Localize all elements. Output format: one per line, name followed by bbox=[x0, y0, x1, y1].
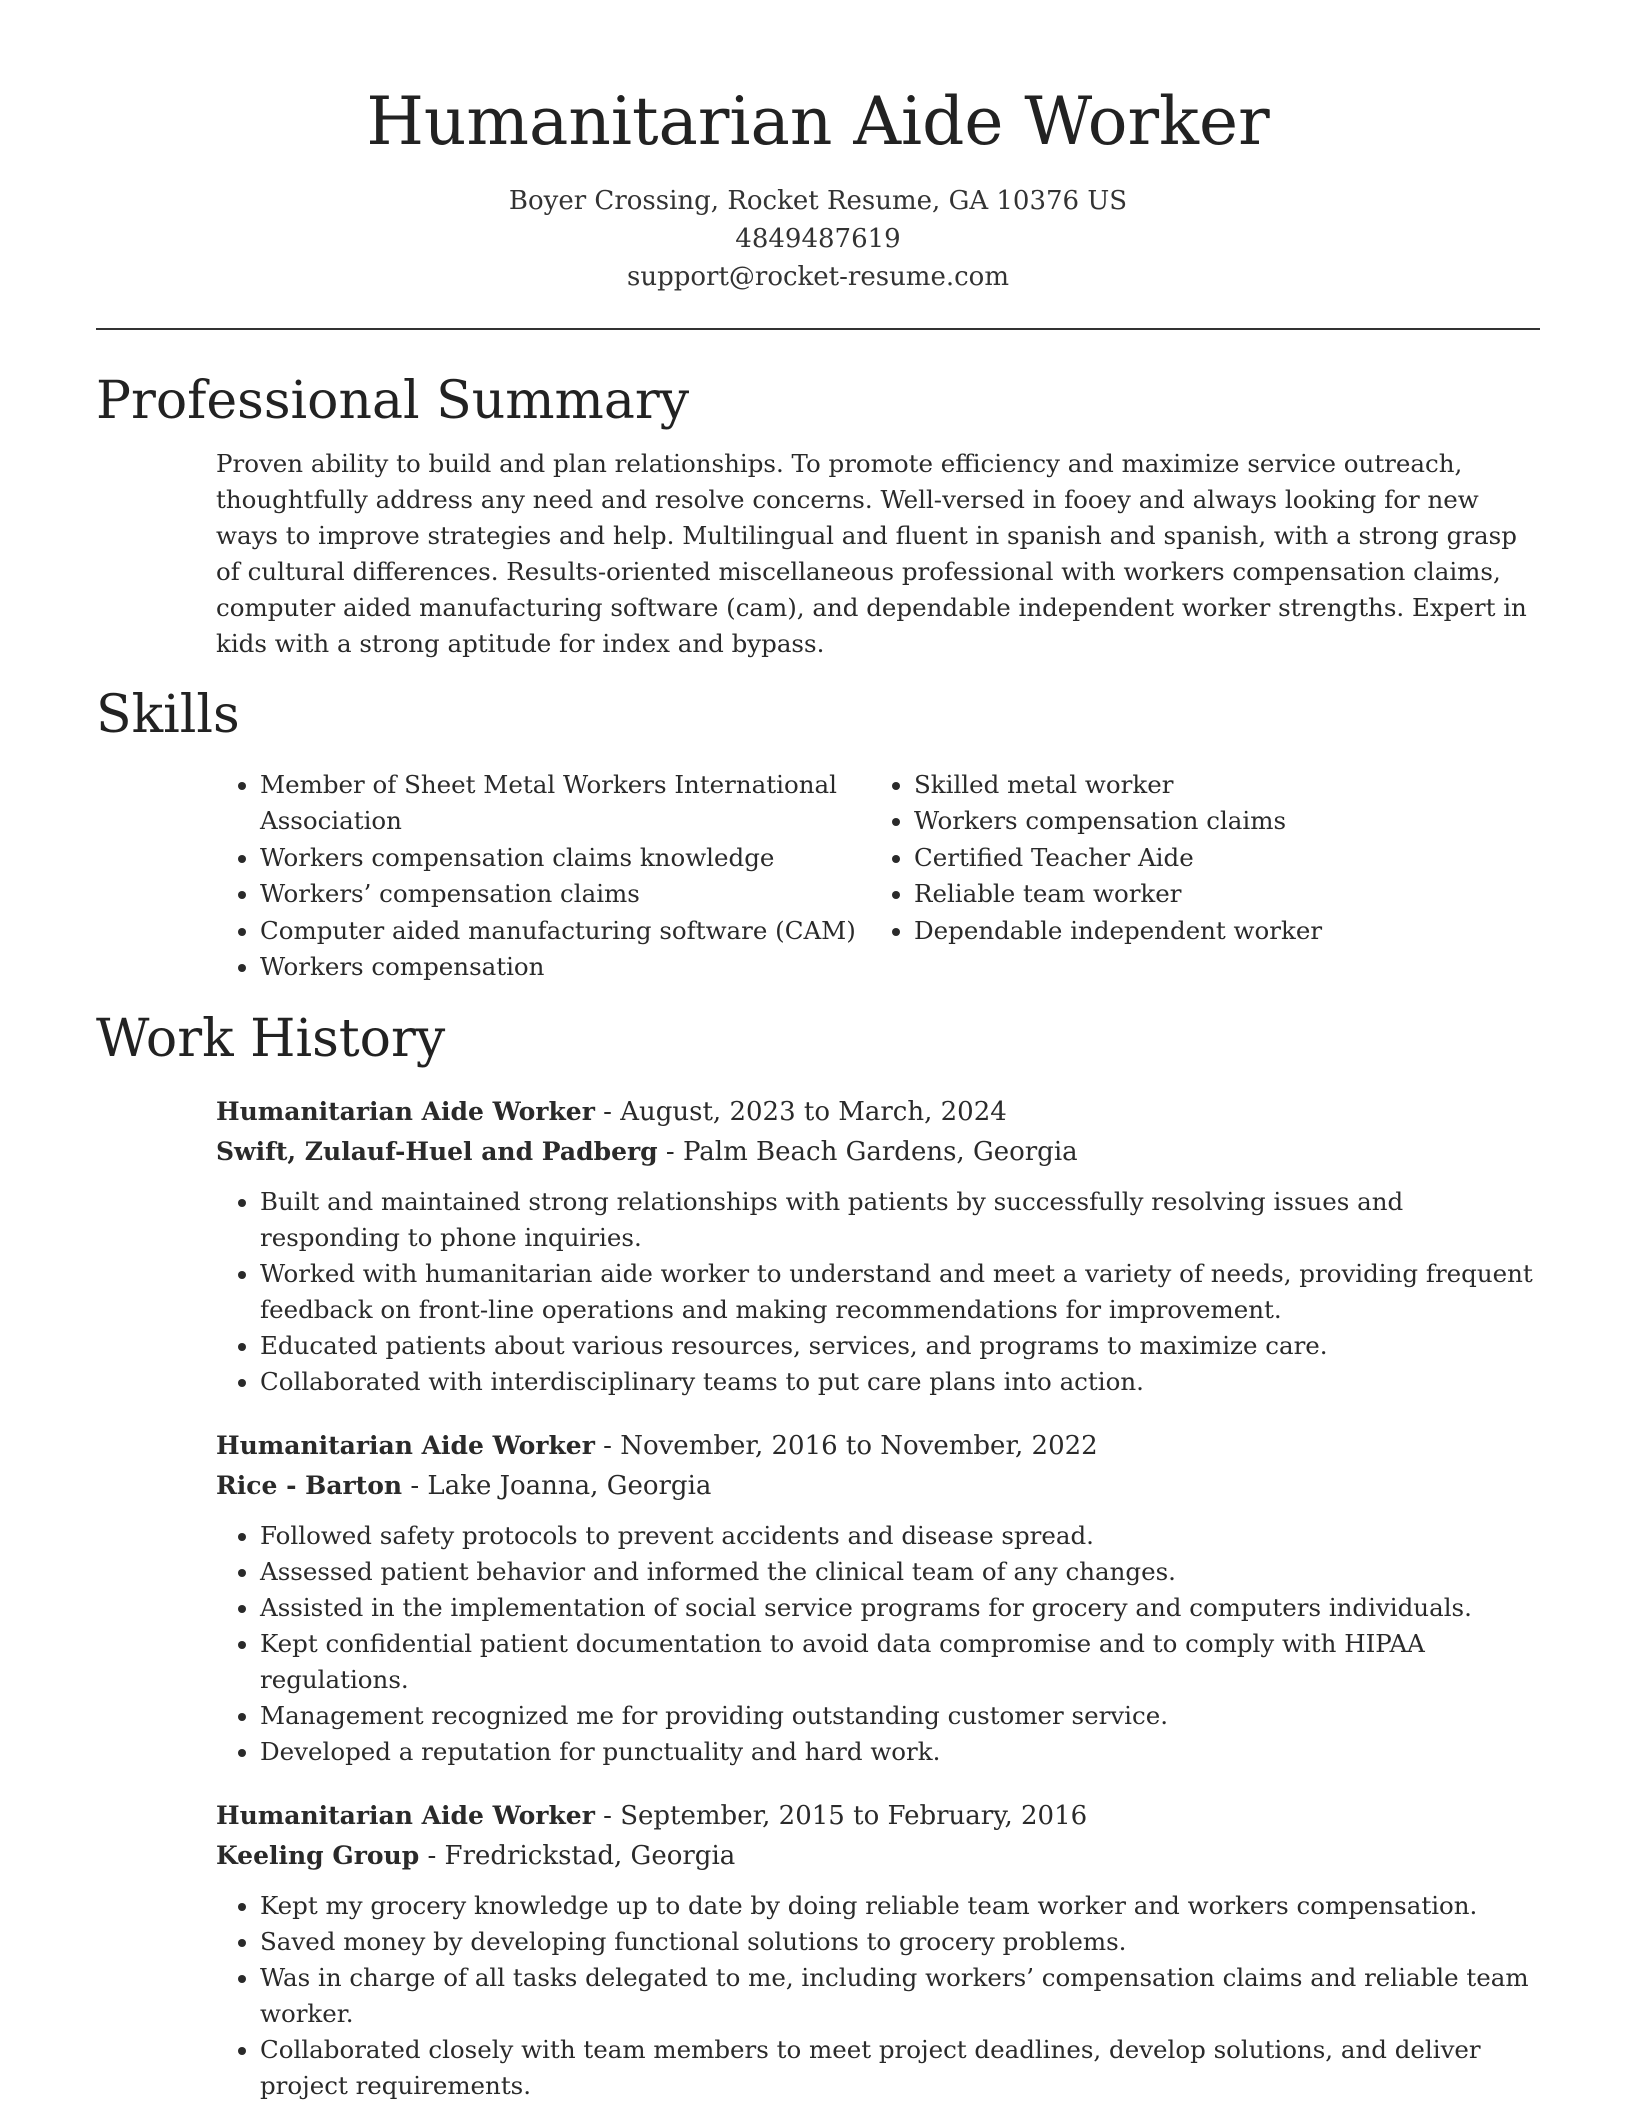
skill-item: • Reliable team worker bbox=[914, 876, 1514, 913]
job-bullet: • Built and maintained strong relationships with patients by successfully resolving issues and responding to phone inquiries. bbox=[260, 1184, 1540, 1256]
job-bullet: • Was in charge of all tasks delegated to me, including workers’ compensation claims and reliable team worker. bbox=[260, 1960, 1540, 2032]
skills-heading: Skills bbox=[96, 685, 240, 746]
job-bullets bbox=[216, 1518, 1540, 1770]
job-company-line: Rice - Barton - Lake Joanna, Georgia bbox=[216, 1471, 712, 1502]
job-dates: November, 2016 to November, 2022 bbox=[620, 1431, 1098, 1462]
skill-item: • Certified Teacher Aide bbox=[914, 840, 1514, 877]
job-bullet: • Assisted in the implementation of social service programs for grocery and computers individuals. bbox=[260, 1590, 1540, 1626]
contact-address: Boyer Crossing, Rocket Resume, GA 10376 US bbox=[508, 185, 1128, 216]
job-company-line: Swift, Zulauf-Huel and Padberg - Palm Beach Gardens, Georgia bbox=[216, 1137, 1078, 1168]
skill-item: • Workers compensation bbox=[260, 949, 870, 986]
job-bullet: • Kept confidential patient documentation to avoid data compromise and to comply with HIPAA regulations. bbox=[260, 1626, 1540, 1698]
job-bullet: • Saved money by developing functional solutions to grocery problems. bbox=[260, 1924, 1540, 1960]
job-company: Keeling Group bbox=[216, 1841, 420, 1871]
job-dates: September, 2015 to February, 2016 bbox=[620, 1801, 1088, 1832]
job-company: Rice - Barton bbox=[216, 1471, 403, 1501]
skill-item: • Computer aided manufacturing software (CAM) bbox=[260, 913, 870, 950]
skill-item: • Workers compensation claims knowledge bbox=[260, 840, 870, 877]
contact-block bbox=[96, 182, 1540, 296]
job-title-line: Humanitarian Aide Worker - September, 2015 to February, 2016 bbox=[216, 1801, 1088, 1832]
job-dates: August, 2023 to March, 2024 bbox=[620, 1097, 1007, 1128]
skill-item: • Skilled metal worker bbox=[914, 767, 1514, 804]
job-entry bbox=[216, 1426, 1540, 1770]
job-title-line: Humanitarian Aide Worker - November, 2016 to November, 2022 bbox=[216, 1431, 1098, 1462]
job-bullet: • Management recognized me for providing outstanding customer service. bbox=[260, 1698, 1540, 1734]
job-bullet: • Worked with humanitarian aide worker to understand and meet a variety of needs, providing frequent feedback on front-line operations and making recommendations for improvement. bbox=[260, 1256, 1540, 1328]
skill-item: • Member of Sheet Metal Workers International Association bbox=[260, 767, 870, 840]
job-bullet: • Collaborated with interdisciplinary teams to put care plans into action. bbox=[260, 1364, 1540, 1400]
job-bullet: • Assessed patient behavior and informed the clinical team of any changes. bbox=[260, 1554, 1540, 1590]
job-bullets bbox=[216, 1184, 1540, 1400]
skill-item: • Dependable independent worker bbox=[914, 913, 1514, 950]
skill-item: • Workers’ compensation claims bbox=[260, 876, 870, 913]
job-title: Humanitarian Aide Worker bbox=[216, 1097, 595, 1127]
job-location: Palm Beach Gardens, Georgia bbox=[682, 1137, 1078, 1168]
job-bullet: • Collaborated closely with team members to meet project deadlines, develop solutions, and deliver project requirements. bbox=[260, 2032, 1540, 2104]
resume-header bbox=[96, 0, 1540, 296]
job-title-line: Humanitarian Aide Worker - August, 2023 to March, 2024 bbox=[216, 1097, 1007, 1128]
summary-text: Proven ability to build and plan relationships. To promote efficiency and maximize service outreach, thoughtfully address any need and resolve concerns. Well-versed in fooey and always looking for new ways to improve strategies and help. Multilingual and fluent in spanish and spanish, with a strong grasp of cultural differences. Results-oriented miscellaneous professional with workers compensation claims, computer aided manufacturing software (cam), and dependable independent worker strengths. Expert in kids with a strong aptitude for index and bypass. bbox=[216, 449, 1527, 659]
work-history-heading: Work History bbox=[96, 1008, 446, 1069]
job-location: Fredrickstad, Georgia bbox=[444, 1841, 736, 1872]
job-company: Swift, Zulauf-Huel and Padberg bbox=[216, 1137, 658, 1167]
job-entry bbox=[216, 1796, 1540, 2104]
skills-column-1 bbox=[216, 767, 870, 986]
summary-heading: Professional Summary bbox=[96, 370, 690, 431]
skills-column-2 bbox=[870, 767, 1514, 986]
resume-page bbox=[96, 0, 1540, 2104]
job-entry bbox=[216, 1092, 1540, 1400]
job-title: Humanitarian Aide Worker bbox=[216, 1431, 595, 1461]
job-title: Humanitarian Aide Worker bbox=[216, 1801, 595, 1831]
job-bullet: • Kept my grocery knowledge up to date by doing reliable team worker and workers compensation. bbox=[260, 1888, 1540, 1924]
job-bullet: • Educated patients about various resources, services, and programs to maximize care. bbox=[260, 1328, 1540, 1364]
job-bullets bbox=[216, 1888, 1540, 2104]
contact-email: support@rocket-resume.com bbox=[626, 261, 1009, 292]
skills-list bbox=[216, 767, 1540, 986]
job-location: Lake Joanna, Georgia bbox=[427, 1471, 712, 1502]
candidate-name: Humanitarian Aide Worker bbox=[366, 83, 1270, 160]
contact-phone: 4849487619 bbox=[735, 223, 901, 254]
job-company-line: Keeling Group - Fredrickstad, Georgia bbox=[216, 1841, 736, 1872]
job-bullet: • Developed a reputation for punctuality and hard work. bbox=[260, 1734, 1540, 1770]
skill-item: • Workers compensation claims bbox=[914, 803, 1514, 840]
job-bullet: • Followed safety protocols to prevent accidents and disease spread. bbox=[260, 1518, 1540, 1554]
header-divider bbox=[96, 328, 1540, 330]
